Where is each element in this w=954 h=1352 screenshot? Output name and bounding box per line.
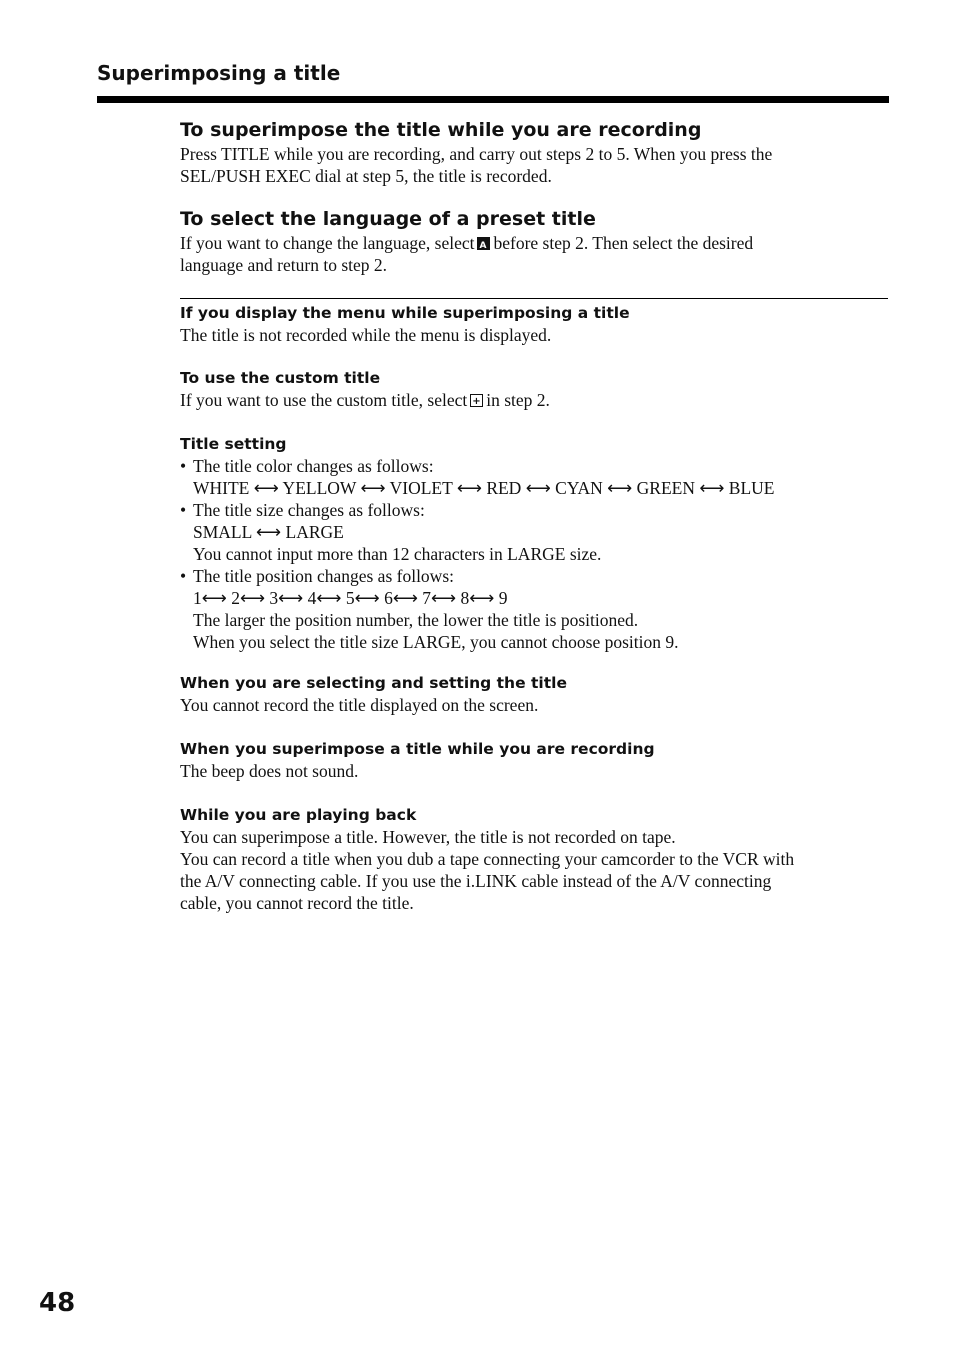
- note-custom-text: [180, 389, 550, 411]
- note-playback-line-2: You can record a title when you dub a tape connecting your camcorder to the VCR with: [180, 849, 795, 869]
- note-setting-heading: Title setting: [180, 435, 287, 453]
- position-intro: The title position changes as follows:: [193, 566, 454, 586]
- color-intro: The title color changes as follows:: [193, 456, 434, 476]
- size-intro: The title size changes as follows:: [193, 500, 425, 520]
- section-title: Superimposing a title: [97, 61, 341, 85]
- language-heading: To select the language of a preset title: [180, 208, 596, 230]
- recording-line-2: SEL/PUSH EXEC dial at step 5, the title is recorded.: [180, 166, 552, 186]
- note-playback: [180, 804, 794, 914]
- notes-divider: [180, 298, 888, 299]
- header-rule: [97, 96, 889, 103]
- note-recording-text: The beep does not sound.: [180, 761, 359, 781]
- size-note: You cannot input more than 12 characters in LARGE size.: [193, 544, 602, 564]
- bullet-dot: •: [180, 456, 187, 476]
- note-playback-line-4: cable, you cannot record the title.: [180, 893, 414, 913]
- note-menu: [180, 302, 630, 346]
- note-custom: [180, 367, 550, 411]
- position-bullet: [180, 565, 775, 587]
- note-title-setting: [180, 433, 775, 653]
- note-selecting-text: You cannot record the title displayed on the screen.: [180, 695, 539, 715]
- language-section: [180, 206, 753, 276]
- recording-section: [180, 117, 772, 187]
- language-line-2: language and return to step 2.: [180, 255, 388, 275]
- note-recording: [180, 738, 655, 782]
- note-playback-heading: While you are playing back: [180, 806, 417, 824]
- position-sequence: 1⟷ 2⟷ 3⟷ 4⟷ 5⟷ 6⟷ 7⟷ 8⟷ 9: [193, 588, 508, 608]
- note-menu-heading: If you display the menu while superimposing a title: [180, 304, 630, 322]
- page-number: 48: [39, 1288, 76, 1318]
- language-line-1a: If you want to change the language, select: [180, 233, 475, 253]
- note-menu-text: The title is not recorded while the menu is displayed.: [180, 325, 552, 345]
- preset-title-language-icon: [477, 237, 490, 250]
- bullet-dot: •: [180, 500, 187, 520]
- color-sequence: WHITE ⟷ YELLOW ⟷ VIOLET ⟷ RED ⟷ CYAN ⟷ GREEN ⟷ BLUE: [193, 478, 775, 498]
- note-custom-text-b: in step 2.: [486, 390, 550, 410]
- size-sequence: SMALL ⟷ LARGE: [193, 522, 344, 542]
- recording-heading: To superimpose the title while you are recording: [180, 119, 702, 141]
- note-custom-heading: To use the custom title: [180, 369, 381, 387]
- size-bullet: [180, 499, 775, 521]
- note-playback-line-1: You can superimpose a title. However, the title is not recorded on tape.: [180, 827, 676, 847]
- language-line-1b: before step 2. Then select the desired: [493, 233, 754, 253]
- position-note-1: The larger the position number, the lower the title is positioned.: [193, 610, 639, 630]
- recording-line-1: Press TITLE while you are recording, and carry out steps 2 to 5. When you press the: [180, 144, 773, 164]
- note-selecting-heading: When you are selecting and setting the title: [180, 674, 567, 692]
- language-line-1: [180, 232, 753, 254]
- note-custom-text-a: If you want to use the custom title, select: [180, 390, 468, 410]
- note-recording-heading: When you superimpose a title while you are recording: [180, 740, 655, 758]
- position-note-2: When you select the title size LARGE, you cannot choose position 9.: [193, 632, 679, 652]
- bullet-dot: •: [180, 566, 187, 586]
- note-playback-line-3: the A/V connecting cable. If you use the i.LINK cable instead of the A/V connecting: [180, 871, 772, 891]
- note-selecting: [180, 672, 567, 716]
- color-bullet: [180, 455, 775, 477]
- custom-title-icon: [470, 394, 483, 407]
